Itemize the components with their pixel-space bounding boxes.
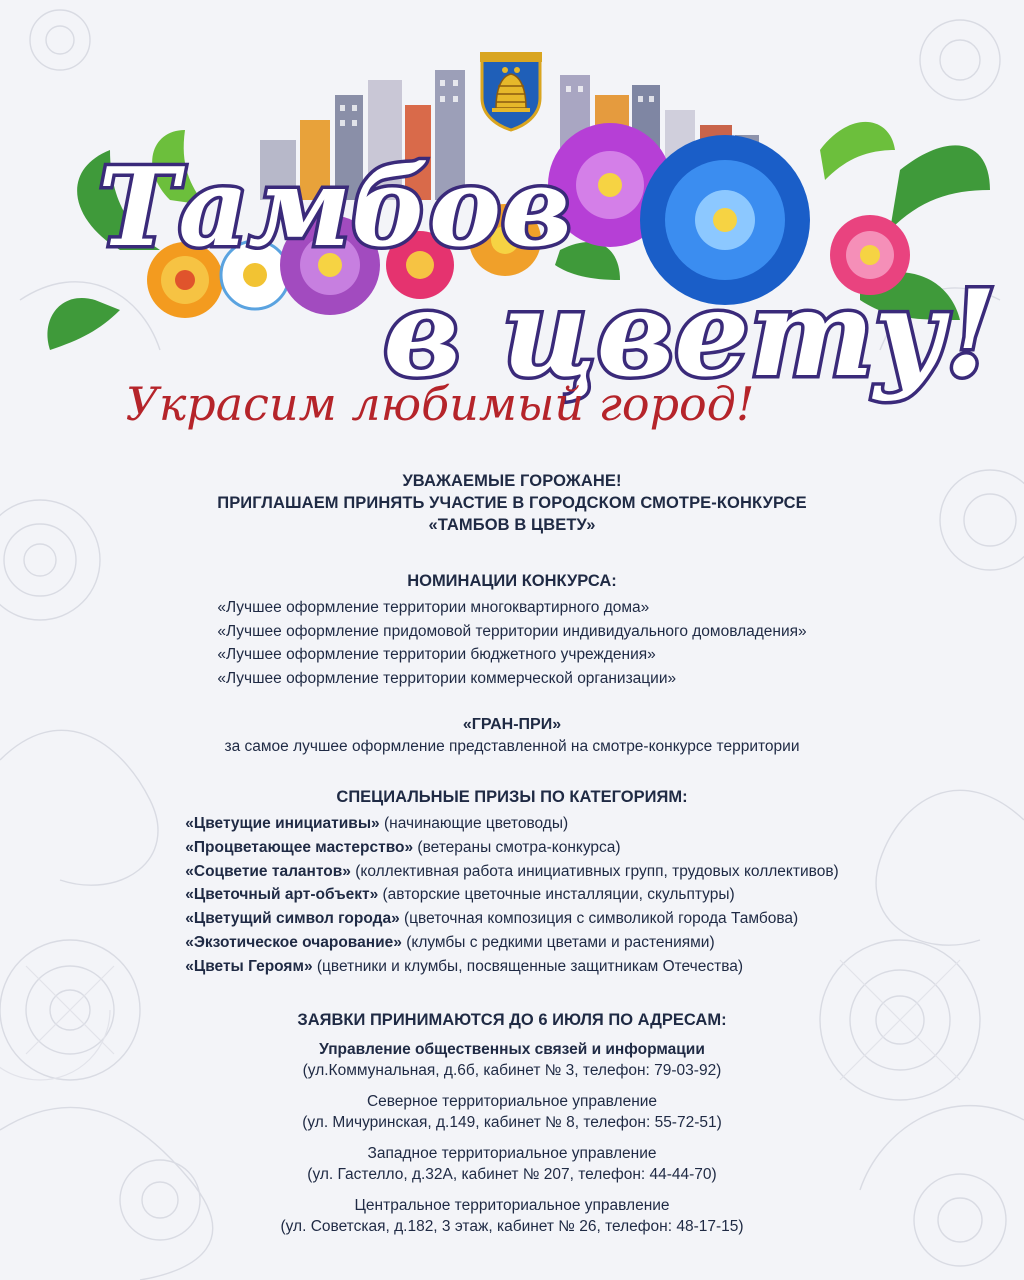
office-name: Западное территориальное управление	[367, 1144, 657, 1162]
special-prize-name: «Процветающее мастерство»	[185, 838, 414, 856]
special-prize-item	[185, 931, 838, 955]
nomination-item: «Лучшее оформление территории многоквартирного дома»	[217, 599, 650, 616]
special-prize-name: «Цветочный арт-объект»	[185, 886, 379, 904]
office-entry	[60, 1039, 964, 1081]
special-prize-desc: (цветочная композиция с символикой города Тамбова)	[399, 910, 799, 928]
intro-invitation: ПРИГЛАШАЕМ ПРИНЯТЬ УЧАСТИЕ В ГОРОДСКОМ СМОТРЕ-КОНКУРСЕ	[217, 494, 807, 512]
special-prizes-list	[185, 812, 838, 979]
nominations-title: НОМИНАЦИИ КОНКУРСА:	[407, 572, 617, 590]
tambov-coat-of-arms-icon	[478, 52, 544, 132]
special-prize-item	[185, 836, 838, 860]
special-prize-item	[185, 883, 838, 907]
special-prize-desc: (клумбы с редкими цветами и растениями)	[401, 933, 715, 951]
office-address: (ул.Коммунальная, д.6б, кабинет № 3, телефон: 79-03-92)	[302, 1061, 722, 1079]
nomination-item: «Лучшее оформление территории коммерческой организации»	[217, 669, 677, 687]
office-name: Северное территориальное управление	[366, 1092, 658, 1110]
special-prize-desc: (ветераны смотра-конкурса)	[413, 838, 621, 856]
applications-title: ЗАЯВКИ ПРИНИМАЮТСЯ ДО 6 ИЮЛЯ ПО АДРЕСАМ:	[297, 1010, 727, 1029]
slogan: Украсим любимый город!	[125, 377, 755, 431]
special-prize-item	[185, 955, 838, 979]
office-name: Управление общественных связей и информации	[319, 1040, 705, 1058]
nomination-item: «Лучшее оформление территории бюджетного учреждения»	[217, 646, 656, 663]
title-line-1: Тамбов	[98, 145, 572, 271]
office-entry	[60, 1143, 964, 1185]
office-address: (ул. Гастелло, д.32А, кабинет № 207, телефон: 44-44-70)	[307, 1165, 717, 1183]
special-prizes-title: СПЕЦИАЛЬНЫЕ ПРИЗЫ ПО КАТЕГОРИЯМ:	[336, 788, 688, 806]
special-prize-desc: (начинающие цветоводы)	[379, 815, 569, 832]
office-address: (ул. Советская, д.182, 3 этаж, кабинет № 26, телефон: 48-17-15)	[280, 1217, 744, 1235]
special-prize-item	[185, 812, 838, 836]
special-prize-name: «Цветы Героям»	[185, 957, 313, 975]
intro-block	[60, 470, 964, 536]
special-prize-name: «Экзотическое очарование»	[185, 933, 402, 951]
intro-contest-name: «ТАМБОВ В ЦВЕТУ»	[428, 516, 596, 534]
special-prize-desc: (цветники и клумбы, посвященные защитникам Отечества)	[312, 957, 744, 975]
office-name: Центральное территориальное управление	[354, 1196, 670, 1214]
office-address: (ул. Мичуринская, д.149, кабинет № 8, телефон: 55-72-51)	[302, 1113, 722, 1131]
special-prize-item	[185, 907, 838, 931]
office-entry	[60, 1091, 964, 1133]
nomination-item: «Лучшее оформление придомовой территории индивидуального домовладения»	[217, 622, 807, 640]
office-entry	[60, 1195, 964, 1237]
special-prize-desc: (коллективная работа инициативных групп, трудовых коллективов)	[350, 862, 839, 880]
special-prize-desc: (авторские цветочные инсталляции, скульптуры)	[378, 886, 735, 904]
offices-list	[60, 1039, 964, 1237]
special-prize-name: «Соцветие талантов»	[185, 862, 351, 880]
title-line-2: в цвету!	[383, 264, 997, 403]
intro-greeting: УВАЖАЕМЫЕ ГОРОЖАНЕ!	[402, 472, 622, 490]
special-prize-name: «Цветущие инициативы»	[185, 815, 380, 832]
nominations-list	[217, 596, 806, 690]
announcement-content	[60, 470, 964, 1237]
special-prize-name: «Цветущий символ города»	[185, 910, 400, 928]
grand-prix-title: «ГРАН-ПРИ»	[462, 716, 562, 733]
grand-prix-description: за самое лучшее оформление представленной на смотре-конкурсе территории	[224, 738, 800, 755]
special-prize-item	[185, 860, 838, 884]
